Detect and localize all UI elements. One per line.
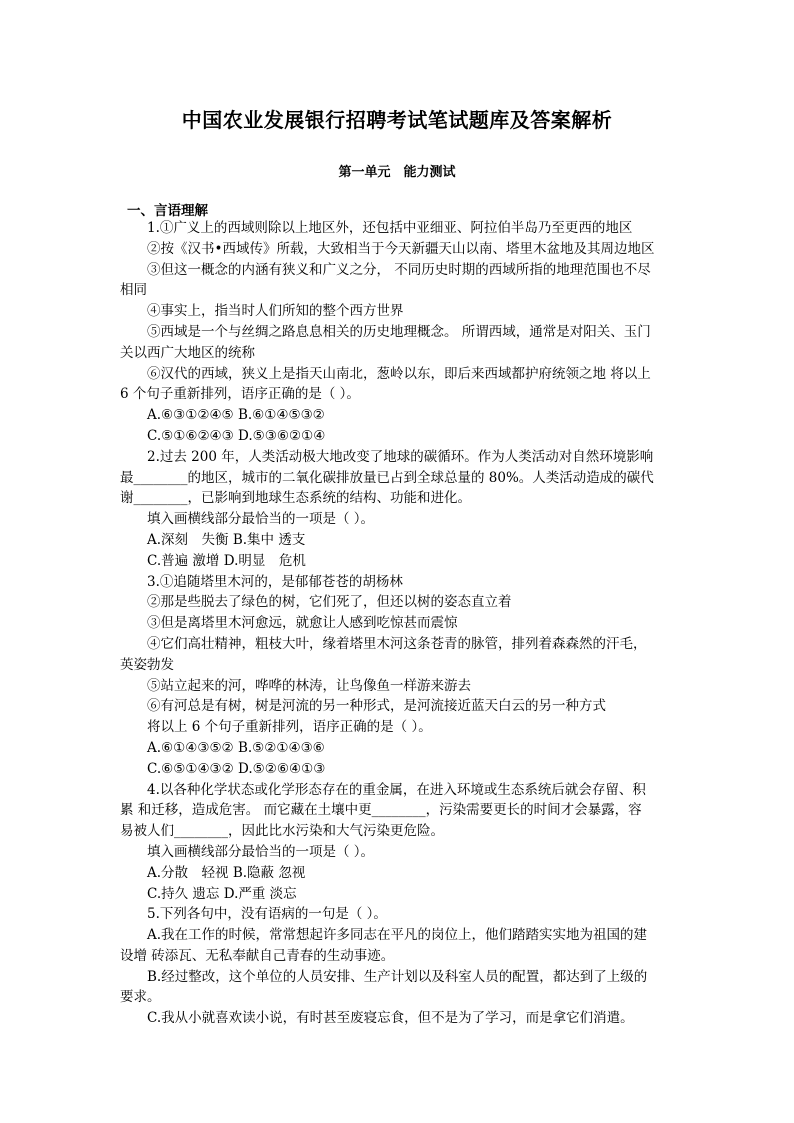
text-line: 累 和迁移，造成危害。 而它藏在土壤中更________，污染需要更长的时间才会暴露，容 bbox=[120, 802, 642, 819]
text-line: ⑤西域是一个与丝绸之路息息相关的历史地理概念。 所谓西域，通常是对阳关、玉门 bbox=[147, 323, 651, 340]
text-line: ⑥有河总是有树，树是河流的另一种形式，是河流接近蓝天白云的另一种方式 bbox=[147, 698, 606, 715]
section-heading: 一、言语理解 bbox=[127, 203, 208, 219]
text-line: ⑤站立起来的河，哗哗的林涛，让鸟像鱼一样游来游去 bbox=[147, 677, 471, 694]
text-line: C.我从小就喜欢读小说，有时甚至废寝忘食，但不是为了学习，而是拿它们消遣。 bbox=[147, 1010, 634, 1027]
text-line: 设增 砖添瓦、无私奉献自己青春的生动事迹。 bbox=[120, 947, 395, 964]
text-line: A.⑥①④③⑤② B.⑤②①④③⑥ bbox=[147, 739, 325, 756]
text-line: 2.过去 200 年，人类活动极大地改变了地球的碳循环。作为人类活动对自然环境影响 bbox=[147, 448, 654, 465]
text-line: 谢________，已影响到地球生态系统的结构、功能和进化。 bbox=[120, 490, 471, 507]
text-line: 将以上 6 个句子重新排列，语序正确的是（ ）。 bbox=[147, 719, 432, 736]
text-line: ④它们高壮精神，粗枝大叶，缘着塔里木河这条苍青的脉管，排列着森森然的汗毛， bbox=[147, 635, 647, 652]
text-line: 4.以各种化学状态或化学形态存在的重金属，在进入环境或生态系统后就会存留、积 bbox=[147, 781, 646, 798]
text-line: 3.①追随塔里木河的，是郁郁苍苍的胡杨林 bbox=[147, 573, 403, 590]
text-line: 最________的地区，城市的二氧化碳排放量已占到全球总量的 80%。人类活动造成的碳代 bbox=[120, 469, 654, 486]
text-line: 6 个句子重新排列，语序正确的是（ ）。 bbox=[120, 386, 360, 403]
document-body bbox=[120, 218, 676, 1029]
text-line: C.⑤①⑥②④③ D.⑤③⑥②①④ bbox=[147, 427, 326, 444]
text-line: C.持久 遗忘 D.严重 淡忘 bbox=[147, 885, 297, 902]
unit-subtitle: 第一单元 能力测试 bbox=[338, 165, 456, 180]
text-line: A.我在工作的时候，常常想起许多同志在平凡的岗位上，他们踏踏实实地为祖国的建 bbox=[147, 927, 648, 944]
text-line: 填入画横线部分最恰当的一项是（ ）。 bbox=[147, 511, 375, 528]
text-line: A.深刻 失衡 B.集中 透支 bbox=[147, 531, 306, 548]
text-line: 易被人们________，因此比水污染和大气污染更危险。 bbox=[120, 823, 444, 840]
text-line: 填入画横线部分最恰当的一项是（ ）。 bbox=[147, 843, 375, 860]
text-line: ⑥汉代的西域，狭义上是指天山南北，葱岭以东，即后来西域都护府统领之地 将以上 bbox=[147, 365, 651, 382]
text-line: ④事实上，指当时人们所知的整个西方世界 bbox=[147, 303, 404, 320]
text-line: 关以西广大地区的统称 bbox=[120, 344, 255, 361]
text-line: ②按《汉书•西域传》所载，大致相当于今天新疆天山以南、塔里木盆地及其周边地区 bbox=[147, 240, 655, 257]
text-line: ②那是些脱去了绿色的树，它们死了，但还以树的姿态直立着 bbox=[147, 594, 512, 611]
text-line: 要求。 bbox=[120, 989, 161, 1006]
text-line: 5.下列各句中，没有语病的一句是（ ）。 bbox=[147, 906, 387, 923]
page-title: 中国农业发展银行招聘考试笔试题库及答案解析 bbox=[181, 108, 613, 132]
text-line: A.分散 轻视 B.隐蔽 忽视 bbox=[147, 864, 306, 881]
text-line: C.普遍 激增 D.明显 危机 bbox=[147, 552, 306, 569]
text-line: 1.①广义上的西域则除以上地区外，还包括中亚细亚、阿拉伯半岛乃至更西的地区 bbox=[147, 220, 633, 236]
text-line: ③但这一概念的内涵有狭义和广义之分， 不同历史时期的西域所指的地理范围也不尽 bbox=[147, 261, 651, 278]
text-line: 相同 bbox=[120, 282, 147, 299]
text-line: C.⑥⑤①④③② D.⑤②⑥④①③ bbox=[147, 760, 326, 777]
text-line: B.经过整改，这个单位的人员安排、生产计划以及科室人员的配置，都达到了上级的 bbox=[147, 968, 648, 985]
text-line: ③但是离塔里木河愈远，就愈让人感到吃惊甚而震惊 bbox=[147, 615, 458, 632]
text-line: 英姿勃发 bbox=[120, 656, 174, 673]
text-line: A.⑥③①②④⑤ B.⑥①④⑤③② bbox=[147, 407, 325, 424]
